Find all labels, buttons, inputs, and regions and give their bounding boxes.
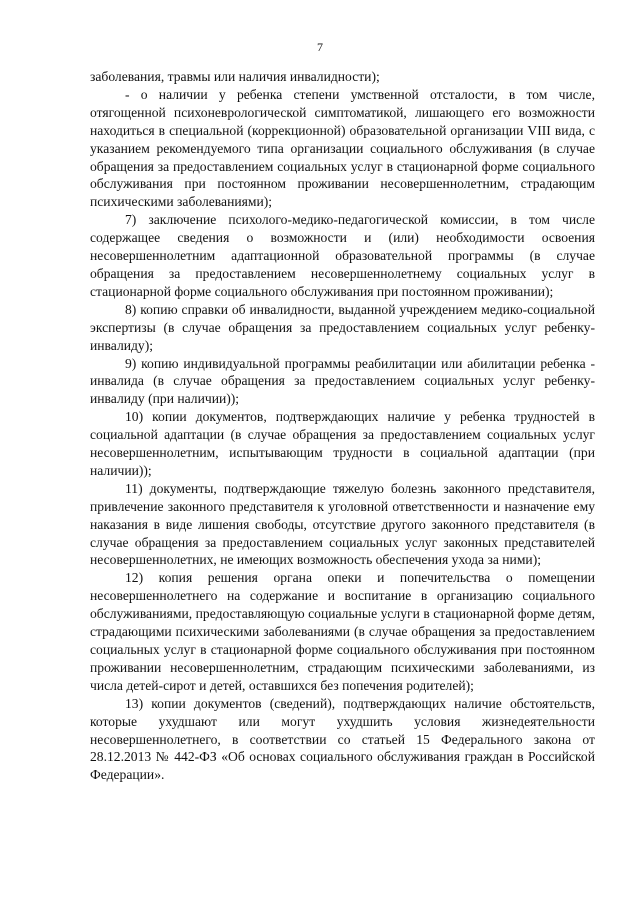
paragraph-item-10: 10) копии документов, подтверждающих наличие у ребенка трудностей в социальной адаптации (в случае обращения за предоставлением социальных услуг несовершеннолетним, испытывающим трудности в социальной адаптации (при наличии)); <box>90 409 595 478</box>
paragraph-item-9: 9) копию индивидуальной программы реабилитации или абилитации ребенка - инвалида (в случае обращения за предоставлением социальных услуг ребенку-инвалиду (при наличии)); <box>90 355 595 407</box>
paragraph-item-11: 11) документы, подтверждающие тяжелую болезнь законного представителя, привлечение законного представителя к уголовной ответственности и назначение ему наказания в виде лишения свободы, отсутствие другого законного представителя (в случае обращения за предоставлением социальных услуг законных представителей несовершеннолетних, не имеющих возможность обеспечения ухода за ними); <box>90 480 595 568</box>
paragraph-item-12: 12) копия решения органа опеки и попечительства о помещении несовершеннолетнего на содержание и воспитание в организацию социального обслуживаниями, предоставляющую социальные услуги в стационарной форме детям, страдающими психическими заболеваниями (в случае обращения за предоставлением социальных услуг в стационарной форме социального обслуживания при постоянном проживании несовершеннолетним, страдающим психическими заболеваниями, из числа детей-сирот и детей, оставшихся без попечения родителей); <box>90 570 595 693</box>
paragraph-item-7: 7) заключение психолого-медико-педагогической комиссии, в том числе содержащее сведения о возможности и (или) необходимости освоения несовершеннолетним адаптационной образовательной программы (в случае обращения за предоставлением несовершеннолетнему социальных услуг в стационарной форме социального обслуживания при постоянном проживании); <box>90 212 595 299</box>
paragraph-item-13: 13) копии документов (сведений), подтверждающих наличие обстоятельств, которые ухудшают или могут ухудшить условия жизнедеятельности несовершеннолетнего, в соответствии со статьей 15 Федерального закона от 28.12.2013 № 442-ФЗ «Об основах социального обслуживания граждан в Российской Федерации». <box>90 695 595 783</box>
document-body <box>90 68 595 784</box>
paragraph-mental-retardation: - о наличии у ребенка степени умственной отсталости, в том числе, отягощенной психоневрологической симптоматикой, лишающего его возможности находиться в специальной (коррекционной) образовательной организации VIII вида, с указанием рекомендуемого типа организации социального обслуживания (в случае обращения за предоставлением социальных услуг в стационарной форме социального обслуживания при постоянном проживании несовершеннолетним, страдающим психическими заболеваниями); <box>90 86 595 210</box>
page-number: 7 <box>317 40 323 54</box>
paragraph-continuation: заболевания, травмы или наличия инвалидности); <box>90 69 380 84</box>
paragraph-item-8: 8) копию справки об инвалидности, выданной учреждением медико-социальной экспертизы (в случае обращения за предоставлением социальных услуг ребенку-инвалиду); <box>90 301 595 353</box>
